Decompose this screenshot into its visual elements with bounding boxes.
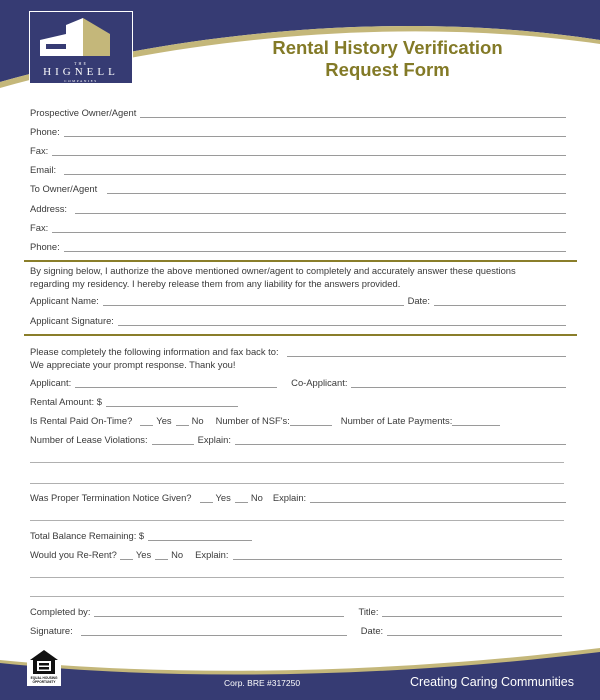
explain-continuation-line[interactable]: [30, 462, 564, 463]
footer-banner: [0, 630, 600, 700]
to-fax-input[interactable]: [52, 221, 566, 233]
termination-yes-input[interactable]: [200, 491, 213, 503]
field-label: Title:: [358, 606, 379, 617]
field-label: Co-Applicant:: [291, 377, 348, 388]
field-termination-notice: [30, 491, 566, 505]
eho-line-1: EQUAL HOUSING: [30, 676, 58, 680]
field-completed-by: [30, 605, 562, 619]
field-label: Date:: [360, 625, 384, 636]
field-label: Would you Re-Rent?: [30, 549, 117, 560]
field-label: Number of Lease Violations:: [30, 434, 148, 445]
title-line-1: Rental History Verification: [272, 37, 503, 58]
field-label: Number of Late Payments:: [340, 415, 453, 426]
eho-line-2: OPPORTUNITY: [32, 680, 56, 684]
authorization-date-input[interactable]: [434, 294, 566, 306]
field-label: Was Proper Termination Notice Given?: [30, 492, 192, 503]
authorization-text: [30, 264, 575, 290]
authorization-line-2: regarding my residency. I hereby release them from any liability for the answers provided.: [30, 278, 401, 289]
field-label: Fax:: [30, 145, 49, 156]
re-rent-yes-input[interactable]: [120, 548, 133, 560]
field-prospective-owner: [30, 106, 566, 120]
field-label: Phone:: [30, 241, 60, 252]
field-label: Explain:: [272, 492, 307, 503]
paid-on-time-no-input[interactable]: [176, 414, 189, 426]
field-label: Rental Amount: $: [30, 396, 102, 407]
explain-continuation-line[interactable]: [30, 520, 564, 521]
field-label: Applicant Name:: [30, 295, 99, 306]
field-label: Fax:: [30, 222, 49, 233]
field-label: Explain:: [197, 434, 231, 445]
field-paid-on-time: [30, 414, 566, 428]
equal-housing-house-icon: [27, 648, 61, 676]
field-label: Date:: [407, 295, 430, 306]
title-input[interactable]: [382, 605, 562, 617]
explain-continuation-line[interactable]: [30, 596, 564, 597]
field-label: Explain:: [195, 549, 229, 560]
field-applicant-signature: [30, 314, 566, 328]
to-phone-input[interactable]: [64, 240, 566, 252]
field-label: No: [191, 415, 204, 426]
logo-hignell: HIGNELL: [43, 66, 119, 78]
field-to-phone: [30, 240, 566, 254]
applicant-signature-input[interactable]: [118, 314, 566, 326]
field-label: Signature:: [30, 625, 73, 636]
section-divider: [24, 334, 577, 336]
termination-explain-input[interactable]: [310, 491, 566, 503]
field-label: Please completely the following information and fax back to:: [30, 346, 279, 357]
field-lease-violations: [30, 433, 566, 447]
prospective-owner-input[interactable]: [140, 106, 566, 118]
field-applicant-name-date: [30, 294, 566, 308]
paid-on-time-yes-input[interactable]: [140, 414, 153, 426]
field-label: No: [250, 492, 263, 503]
header-banner: [0, 0, 600, 100]
field-address: [30, 202, 566, 216]
lease-violations-input[interactable]: [152, 433, 194, 445]
balance-remaining-input[interactable]: [148, 529, 252, 541]
field-label: Is Rental Paid On-Time?: [30, 415, 133, 426]
field-fax-back: [30, 345, 566, 359]
field-label: Yes: [156, 415, 172, 426]
building-icon: [30, 12, 132, 58]
address-input[interactable]: [75, 202, 566, 214]
field-label: Prospective Owner/Agent: [30, 107, 137, 118]
nsf-count-input[interactable]: [290, 414, 332, 426]
owner-phone-input[interactable]: [64, 125, 566, 137]
section-divider: [24, 260, 577, 262]
explain-continuation-line[interactable]: [30, 483, 564, 484]
field-label: Address:: [30, 203, 67, 214]
field-label: No: [171, 549, 184, 560]
company-logo: [29, 11, 133, 84]
field-label: Applicant:: [30, 377, 72, 388]
field-label: Number of NSF's:: [215, 415, 290, 426]
termination-no-input[interactable]: [235, 491, 248, 503]
field-label: Email:: [30, 164, 57, 175]
owner-email-input[interactable]: [64, 163, 566, 175]
field-owner-phone: [30, 125, 566, 139]
field-balance-remaining: [30, 529, 566, 543]
field-rental-amount: [30, 395, 566, 409]
field-label: Applicant Signature:: [30, 315, 114, 326]
applicant-name-input[interactable]: [103, 294, 404, 306]
field-label: Phone:: [30, 126, 60, 137]
field-to-owner: [30, 182, 566, 196]
field-owner-fax: [30, 144, 566, 158]
completed-by-input[interactable]: [94, 605, 344, 617]
to-owner-input[interactable]: [107, 182, 566, 194]
equal-housing-text: [27, 676, 61, 684]
field-label: Yes: [215, 492, 231, 503]
field-label: Completed by:: [30, 606, 91, 617]
fax-back-input[interactable]: [287, 345, 566, 357]
lease-violations-explain-input[interactable]: [235, 433, 566, 445]
re-rent-explain-input[interactable]: [233, 548, 563, 560]
title-line-2: Request Form: [325, 59, 450, 80]
field-label: To Owner/Agent: [30, 183, 98, 194]
owner-fax-input[interactable]: [52, 144, 566, 156]
explain-continuation-line[interactable]: [30, 577, 564, 578]
logo-the: THE: [74, 61, 88, 66]
corp-bre-number: Corp. BRE #317250: [224, 678, 301, 688]
equal-housing-logo: [27, 648, 61, 686]
applicant-input[interactable]: [75, 376, 277, 388]
late-payments-input[interactable]: [452, 414, 500, 426]
co-applicant-input[interactable]: [351, 376, 566, 388]
field-to-fax: [30, 221, 566, 235]
field-label: Yes: [135, 549, 152, 560]
re-rent-no-input[interactable]: [155, 548, 168, 560]
field-re-rent: [30, 548, 562, 562]
rental-amount-input[interactable]: [106, 395, 238, 407]
thank-you-text: We appreciate your prompt response. Thank you!: [30, 359, 236, 370]
page-title: [200, 37, 575, 81]
field-applicants: [30, 376, 566, 390]
field-label: Total Balance Remaining: $: [30, 530, 145, 541]
logo-companies: COMPANIES: [64, 79, 98, 83]
tagline: Creating Caring Communities: [410, 675, 574, 689]
footer-wave-graphic: [0, 630, 600, 700]
field-owner-email: [30, 163, 566, 177]
authorization-line-1: By signing below, I authorize the above mentioned owner/agent to completely and accurately answer these questions: [30, 265, 516, 276]
